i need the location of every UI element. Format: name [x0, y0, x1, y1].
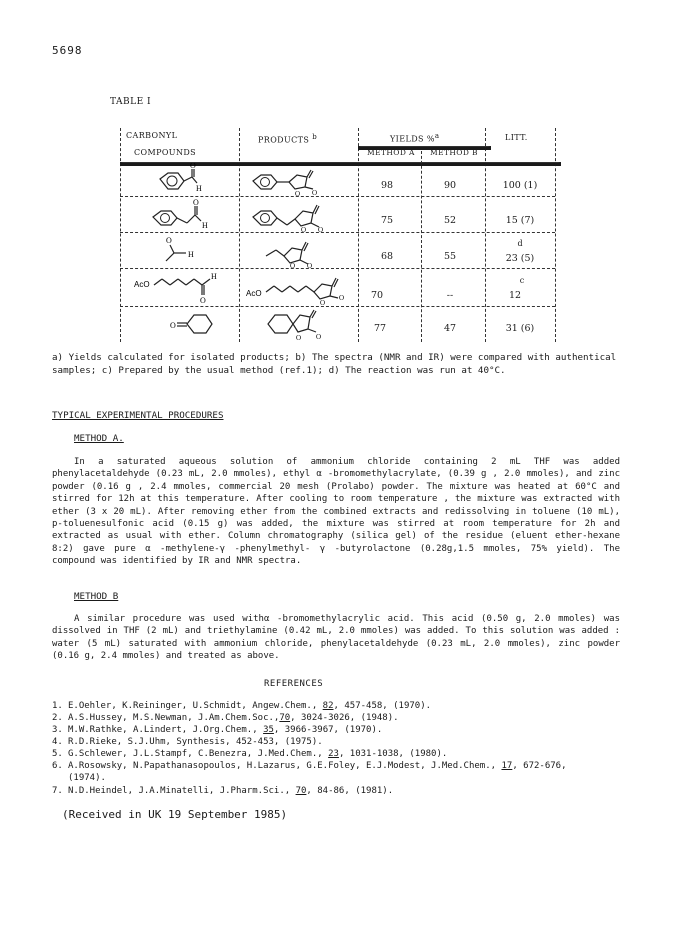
method-a-paragraph: In a saturated aqueous solution of ammonium chloride containing 2 mL THF was added phenylacetaldehyde (0.23 mL, 2.0 mmoles), ethyl α -bromomethylacrylate, (0.39 g , 2.0 mmoles), and zinc powder (0.16 g , 2.4 mmoles, commercial 20 mesh (Prolabo) powder. The mixture was heated at 60°C and stirred for 12h at this temperature. After cooling to room temperature , the mixture was extracted with ether (3 x 20 mL). After removing ether from the combined extracts and redissolving in toluene (10 mL), p-toluenesulfonic acid (0.15 g) was added, the mixture was stirred at room temperature for 2h and extracted as usual with ether. Column chromatography (silica gel) of the residue (eluent ether-hexane 8:2) gave pure α -methylene-γ -phenylmethyl- γ -butyrolactone (0.28g,1.5 mmoles, 75% yield). The compound was identified by IR and NMR spectra. — [52, 457, 620, 567]
row4-litt-sup: c — [519, 276, 525, 285]
row2-litt: 15 (7) — [505, 215, 535, 226]
atom-label: O — [312, 189, 318, 197]
header-compounds: COMPOUNDS — [134, 148, 197, 157]
atom-label: O — [316, 333, 322, 341]
row3-yield-b: 55 — [443, 251, 457, 262]
acetoxy-lactone-structure — [244, 270, 354, 306]
yields-table — [0, 0, 680, 350]
atom-label: O — [193, 198, 199, 207]
header-method-b: METHOD B — [430, 148, 478, 157]
row5-yield-b: 47 — [443, 323, 457, 334]
row4-yield-b: -- — [446, 290, 454, 301]
reference-item: 2. A.S.Hussey, M.S.Newman, J.Am.Chem.Soc.,70, 3024-3026, (1948). — [52, 713, 399, 723]
row4-yield-a: 70 — [370, 290, 384, 301]
atom-label: O — [307, 262, 313, 268]
row1-litt: 100 (1) — [502, 180, 538, 191]
row3-litt: 23 (5) — [505, 253, 535, 264]
atom-label: O — [295, 190, 301, 197]
reference-item: 3. M.W.Rathke, A.Lindert, J.Org.Chem., 35, 3966-3967, (1970). — [52, 725, 383, 735]
benzaldehyde-structure — [150, 163, 210, 197]
received-date: (Received in UK 19 September 1985) — [62, 808, 288, 821]
atom-label: O — [320, 299, 326, 306]
table-title: TABLE I — [110, 97, 152, 107]
atom-label: H — [211, 272, 217, 281]
benzyl-lactone-structure — [245, 199, 345, 233]
atom-label: O — [190, 163, 196, 170]
table-footnotes: a) Yields calculated for isolated products; b) The spectra (NMR and IR) were compared with authentical samples; c) Prepared by the usual method (ref.1); d) The reaction was run at 40°C. — [52, 352, 617, 376]
row4-product-label: AcO — [246, 289, 262, 298]
row5-litt: 31 (6) — [505, 323, 535, 334]
header-products: PRODUCTS $^b$ — [258, 133, 318, 145]
reference-item: 1. E.Oehler, K.Reininger, U.Schmidt, Angew.Chem., 82, 457-458, (1970). — [52, 701, 432, 711]
row3-litt-sup: d — [517, 239, 523, 248]
method-b-title: METHOD B — [74, 591, 119, 602]
row2-yield-b: 52 — [443, 215, 457, 226]
row1-yield-a: 98 — [380, 180, 394, 191]
atom-label: O — [200, 296, 206, 305]
row3-yield-a: 68 — [380, 251, 394, 262]
atom-label: O — [166, 236, 172, 245]
header-method-a: METHOD A — [367, 148, 415, 157]
phenylacetaldehyde-structure — [145, 197, 225, 231]
row1-yield-b: 90 — [443, 180, 457, 191]
reference-item: 4. R.D.Rieke, S.J.Uhm, Synthesis, 452-453, (1975). — [52, 737, 323, 747]
row2-yield-a: 75 — [380, 215, 394, 226]
row4-litt: 12 — [508, 290, 522, 301]
row5-yield-a: 77 — [373, 323, 387, 334]
row3-reactant-label: H — [188, 250, 194, 259]
reference-item: 5. G.Schlewer, J.L.Stampf, C.Benezra, J.Med.Chem., 23, 1031-1038, (1980). — [52, 749, 448, 759]
acetoxy-aldehyde-structure — [132, 269, 232, 305]
atom-label: O — [296, 334, 302, 341]
header-litt: LITT. — [505, 133, 528, 142]
atom-label: O — [301, 226, 307, 233]
spirolactone-structure — [262, 307, 342, 341]
header-yields: YIELDS %$^a$ — [390, 132, 440, 144]
atom-label: H — [202, 221, 208, 230]
phenyl-lactone-structure — [245, 165, 345, 197]
reference-item: 7. N.D.Heindel, J.A.Minatelli, J.Pharm.Sci., 70, 84-86, (1981). — [52, 786, 394, 796]
section-title: TYPICAL EXPERIMENTAL PROCEDURES — [52, 410, 224, 421]
atom-label: H — [196, 184, 202, 193]
atom-label: O — [290, 262, 296, 268]
header-carbonyl: CARBONYL — [126, 131, 178, 140]
aliphatic-aldehyde-structure — [160, 233, 220, 267]
cyclohexanone-structure — [168, 307, 228, 341]
references-title: REFERENCES — [264, 679, 324, 689]
atom-label: O — [339, 294, 345, 302]
atom-label: O — [170, 321, 176, 330]
atom-label: O — [318, 226, 324, 233]
method-b-paragraph: A similar procedure was used withα -bromomethylacrylic acid. This acid (0.50 g, 2.0 mmoles) was dissolved in THF (2 mL) and triethylamine (0.42 mL, 2.0 mmoles) was added. To this solution was added : water (5 mL) saturated with ammonium chloride, phenylacetaldehyde (0.23 mL, 2.0 mmoles), zinc powder (0.16 g, 2.4 mmoles) and treated as above. — [52, 614, 620, 662]
alkyl-lactone-structure — [262, 236, 342, 268]
row4-reactant-label: AcO — [134, 280, 150, 289]
method-a-title: METHOD A. — [74, 433, 124, 444]
reference-item: (1974). — [68, 773, 106, 783]
reference-item: 6. A.Rosowsky, N.Papathanasopoulos, H.Lazarus, G.E.Foley, E.J.Modest, J.Med.Chem., 17, 672-676, — [52, 761, 567, 771]
page-number: 5698 — [52, 44, 83, 57]
